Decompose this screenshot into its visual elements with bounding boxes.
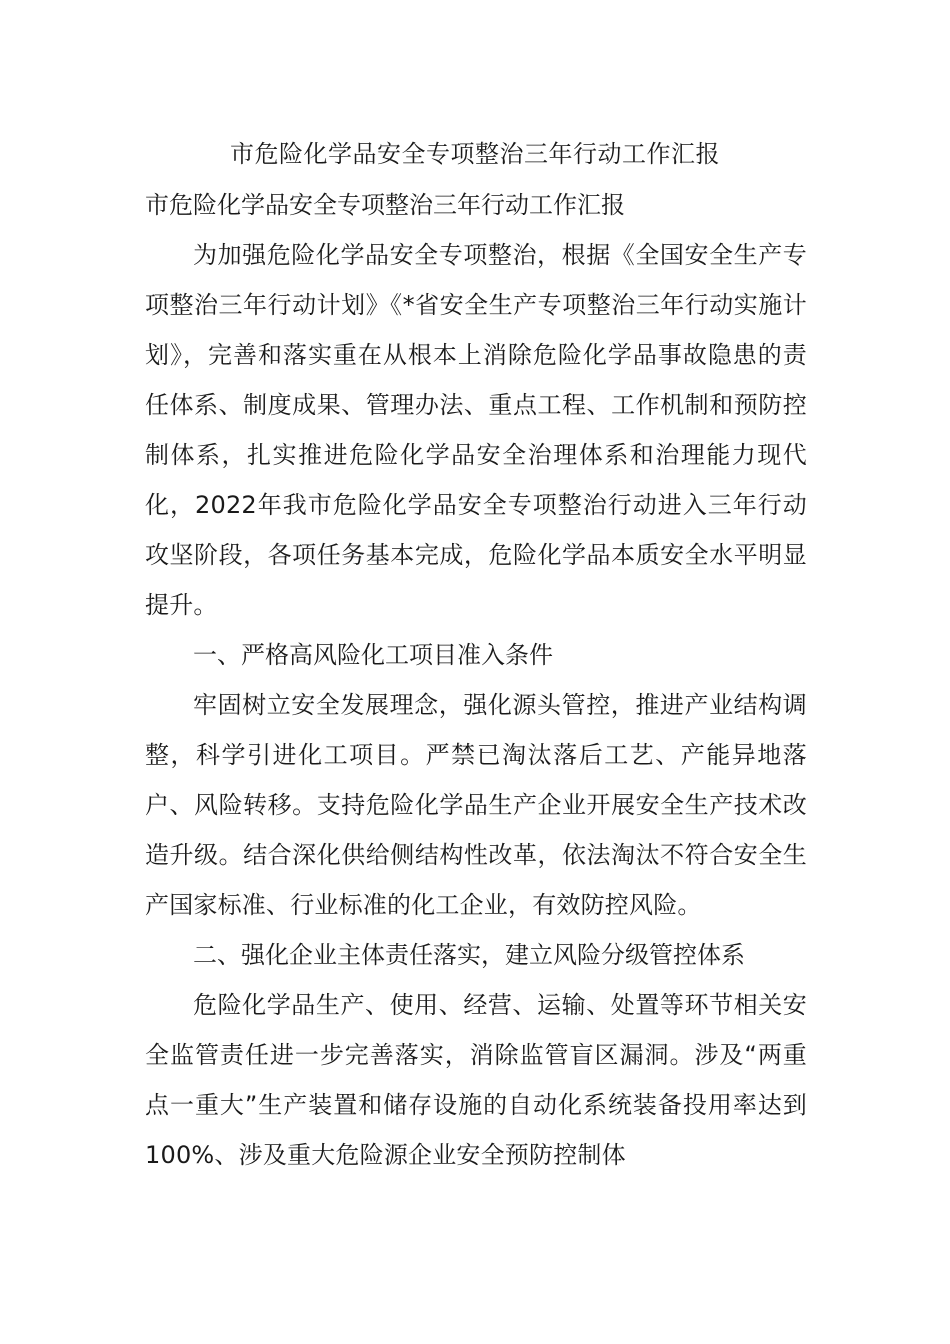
document-title: 市危险化学品安全专项整治三年行动工作汇报 [230,140,720,168]
section-heading-1: 一、严格高风险化工项目准入条件 [193,641,553,669]
document-subtitle: 市危险化学品安全专项整治三年行动工作汇报 [145,191,625,219]
section-1-paragraph: 牢固树立安全发展理念，强化源头管控，推进产业结构调整，科学引进化工项目。严禁已淘汰落后工艺、产能异地落户、风险转移。支持危险化学品生产企业开展安全生产技术改造升级。结合深化供给侧结构性改革，依法淘汰不符合安全生产国家标准、行业标准的化工企业，有效防控风险。 [145,691,807,919]
intro-paragraph: 为加强危险化学品安全专项整治，根据《全国安全生产专项整治三年行动计划》《*省安全生产专项整治三年行动实施计划》，完善和落实重在从根本上消除危险化学品事故隐患的责任体系、制度成果、管理办法、重点工程、工作机制和预防控制体系，扎实推进危险化学品安全治理体系和治理能力现代化，2022年我市危险化学品安全专项整治行动进入三年行动攻坚阶段，各项任务基本完成，危险化学品本质安全水平明显提升。 [145,241,807,619]
section-heading-2: 二、强化企业主体责任落实，建立风险分级管控体系 [193,941,745,969]
document-body [145,180,807,1180]
section-2-paragraph: 危险化学品生产、使用、经营、运输、处置等环节相关安全监管责任进一步完善落实，消除监管盲区漏洞。涉及“两重点一重大”生产装置和储存设施的自动化系统装备投用率达到100%、涉及重大危险源企业安全预防控制体 [145,991,807,1169]
